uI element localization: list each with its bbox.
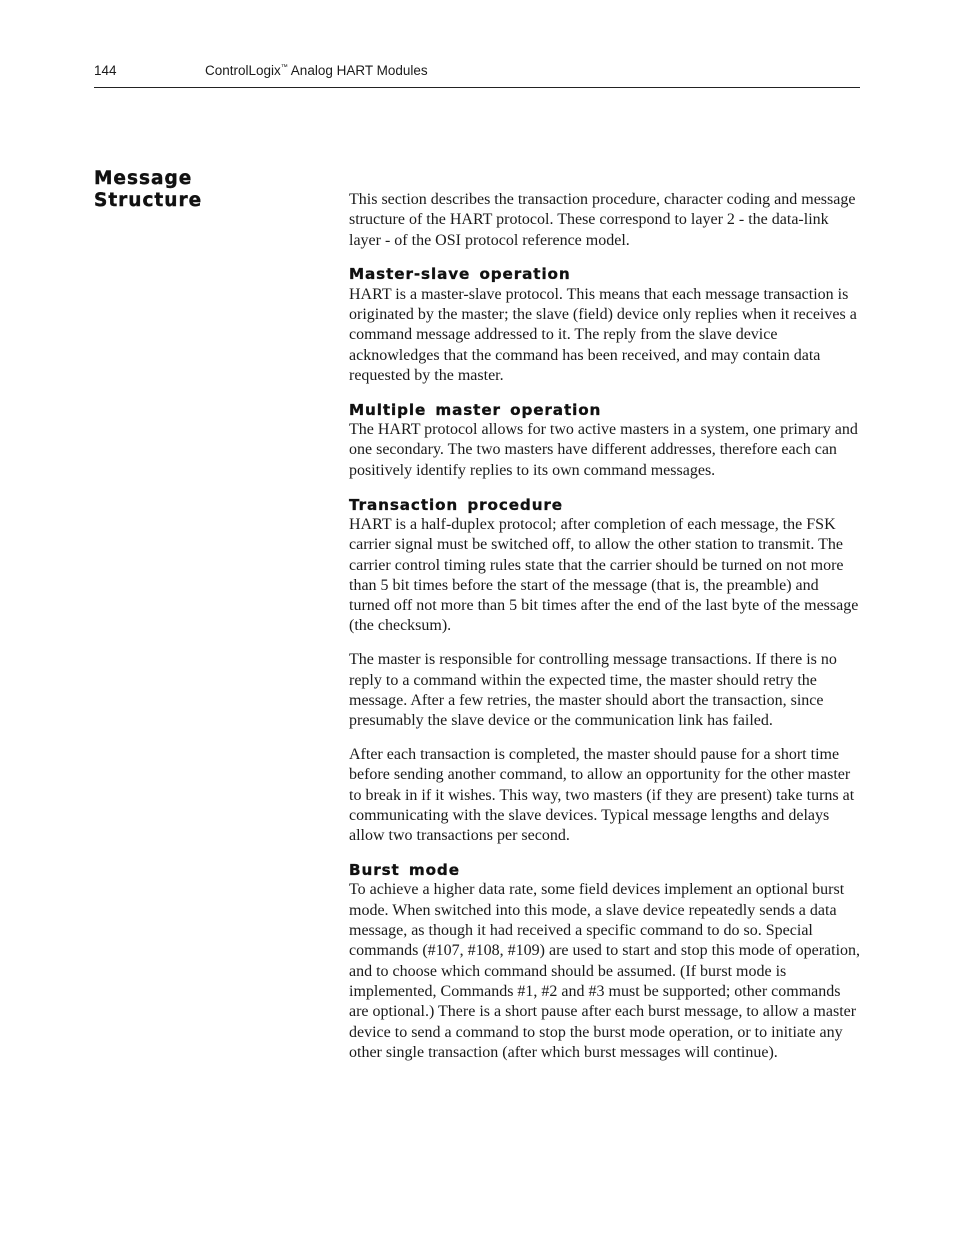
transaction-paragraph-2: The master is responsible for controlling message transactions. If there is no reply to a command within the expected time, the master should retry the message. After a few retries, the master should abort the transaction, since presumably the slave device or the communication link has failed. — [349, 651, 837, 730]
page-header — [94, 63, 860, 88]
trademark-symbol: ™ — [280, 64, 288, 71]
master-slave-heading: Master-slave operation — [349, 265, 571, 284]
section-title-line1: Message — [94, 168, 193, 189]
transaction-heading: Transaction procedure — [349, 495, 564, 514]
multiple-master-heading: Multiple master operation — [349, 400, 602, 419]
intro-paragraph: This section describes the transaction procedure, character coding and message structure of the HART protocol. These correspond to layer 2 - the data-link layer - of the OSI protocol reference model. — [349, 191, 856, 249]
burst-mode-paragraph: To achieve a higher data rate, some field devices implement an optional burst mode. When switched into this mode, a slave device repeatedly sends a data message, as though it had received a specific command to do so. Special commands (#107, #108, #109) are used to start and stop this mode of operation, and to choose which command should be assumed. (If burst mode is implemented, Commands #1, #2 and #3 must be supported; other commands are optional.) There is a short pause after each burst message, to allow a master device to send a command to stop the burst mode operation, or to initiate any other single transaction (after which burst messages will continue). — [349, 881, 861, 1061]
burst-mode-heading: Burst mode — [349, 861, 460, 880]
main-content — [349, 190, 861, 1077]
running-title-prefix: ControlLogix — [205, 63, 281, 78]
transaction-paragraph-3: After each transaction is completed, the master should pause for a short time before sending another command, to allow an opportunity for the other master to break in if it wishes. This way, two masters (if they are present) take turns at communicating with the slave devices. Typical message lengths and delays allow two transactions per second. — [349, 746, 855, 845]
section-title — [94, 168, 314, 212]
running-title — [205, 63, 428, 78]
running-title-suffix: Analog HART Modules — [287, 63, 428, 78]
master-slave-paragraph: HART is a master-slave protocol. This means that each message transaction is originated by the master; the slave (field) device only replies when it receives a command message addressed to it. The reply from the slave device acknowledges that the command has been received, and may contain data requested by the master. — [349, 285, 857, 384]
multiple-master-paragraph: The HART protocol allows for two active masters in a system, one primary and one secondary. The two masters have different addresses, therefore each can positively identify replies to its own command messages. — [349, 421, 858, 479]
page-number: 144 — [94, 63, 117, 78]
transaction-paragraph-1: HART is a half-duplex protocol; after completion of each message, the FSK carrier signal must be switched off, to allow the other station to transmit. The carrier control timing rules state that the carrier should be turned on not more than 5 bit times before the start of the message (that is, the preamble) and turned off not more than 5 bit times after the end of the last byte of the message (the checksum). — [349, 515, 859, 635]
section-title-line2: Structure — [94, 190, 203, 211]
